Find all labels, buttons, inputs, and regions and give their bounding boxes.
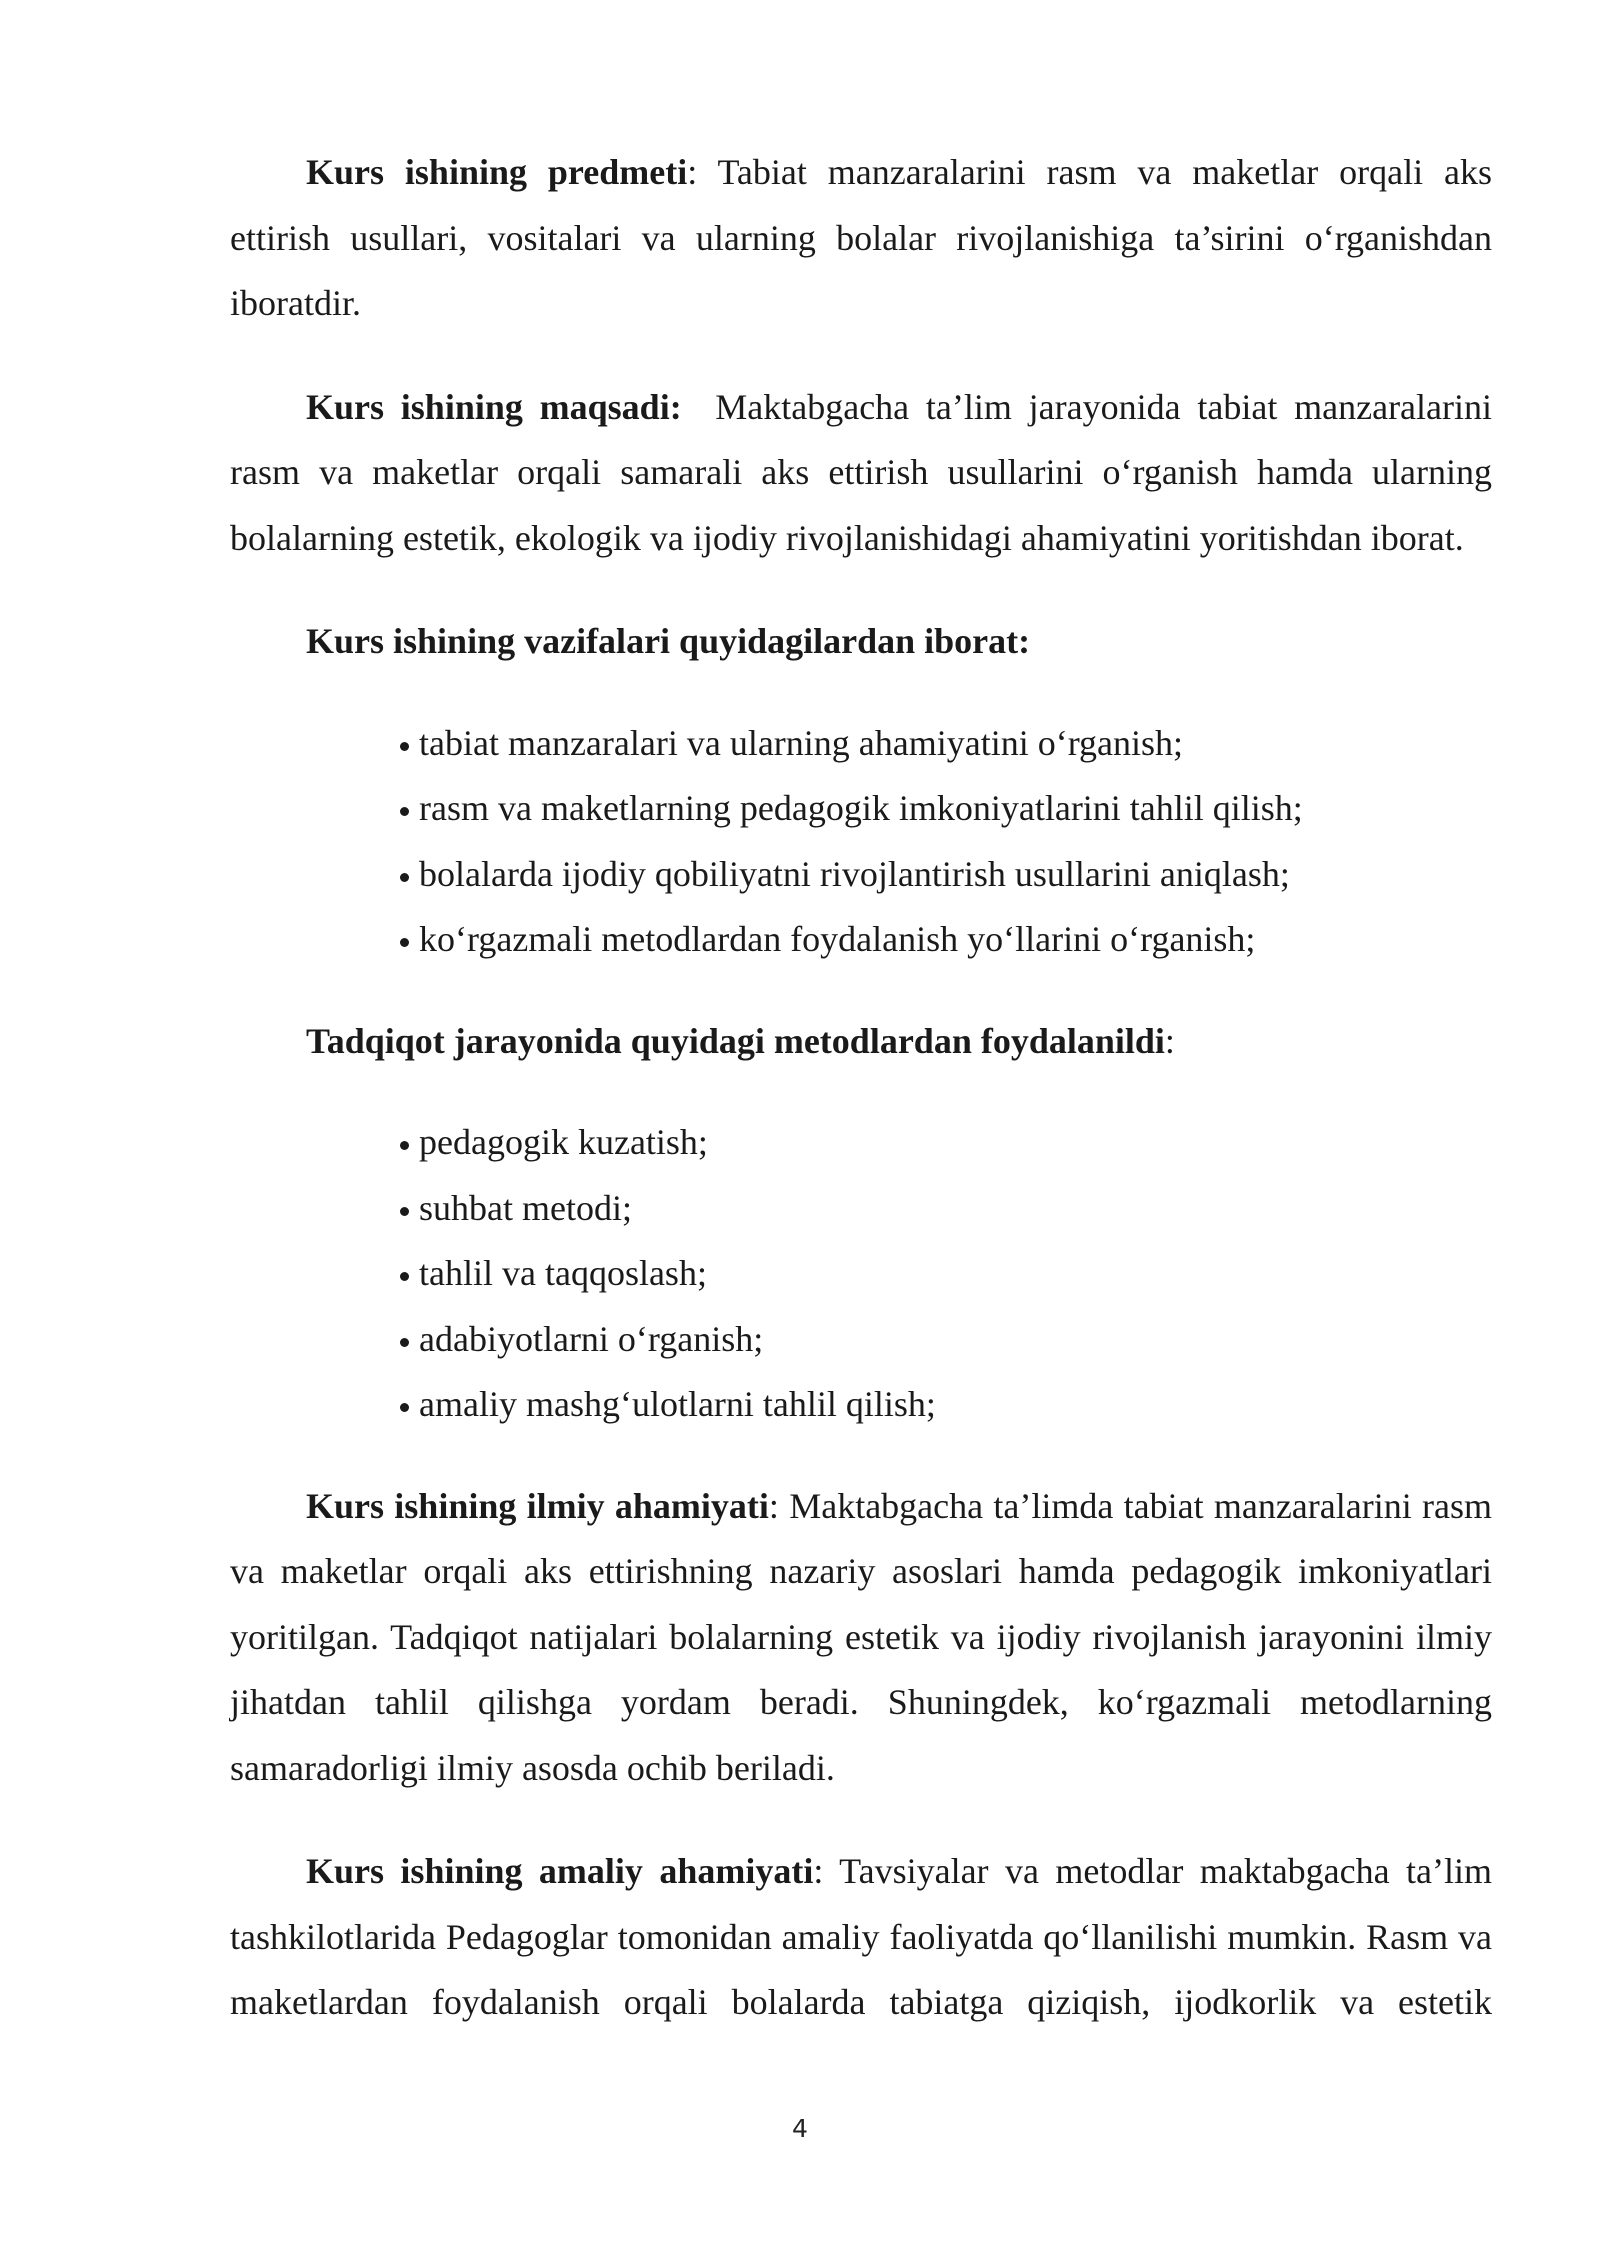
heading-vazifalar bbox=[230, 609, 1492, 675]
separator: : bbox=[687, 152, 718, 192]
paragraph-predmet bbox=[230, 140, 1492, 337]
separator: : bbox=[768, 1485, 790, 1526]
list-item: ko‘rgazmali metodlardan foydalanish yo‘llarini o‘rganish; bbox=[400, 907, 1492, 973]
paragraph-amaliy bbox=[230, 1839, 1492, 2036]
list-item: suhbat metodi; bbox=[400, 1176, 1492, 1242]
paragraph-maqsad bbox=[230, 375, 1502, 572]
list-item: tabiat manzaralari va ularning ahamiyatini o‘rganish; bbox=[400, 711, 1492, 777]
list-item: amaliy mashg‘ulotlarni tahlil qilish; bbox=[400, 1372, 1492, 1438]
paragraph-text: Tavsiyalar va metodlar maktabgacha ta’lim tashkilotlarida Pedagoglar tomonidan amaliy faoliyatda qo‘llanilishi mumkin. Rasm va maketlardan foydalanish orqali bolalarda tabiatga qiziqish, ijodkorlik va estetik bbox=[230, 1851, 1493, 2022]
list-item: pedagogik kuzatish; bbox=[400, 1110, 1492, 1176]
term-ilmiy: Kurs ishining ilmiy ahamiyati bbox=[306, 1485, 769, 1526]
heading-text: Tadqiqot jarayonida quyidagi metodlardan foydalanildi bbox=[306, 1020, 1165, 1061]
heading-text: Kurs ishining vazifalari quyidagilardan iborat: bbox=[306, 621, 1031, 661]
list-metodlar bbox=[230, 1110, 1492, 1438]
page-number: 4 bbox=[792, 2114, 808, 2143]
list-item: adabiyotlarni o‘rganish; bbox=[400, 1307, 1492, 1373]
heading-metodlar bbox=[230, 1009, 1492, 1075]
separator: : bbox=[813, 1851, 840, 1891]
list-item: tahlil va taqqoslash; bbox=[400, 1241, 1492, 1307]
paragraph-text: Tabiat manzaralarini rasm va maketlar orqali aks ettirish usullari, vositalari va ularning bolalar rivojlanishiga ta’sirini o‘rganishdan iboratdir. bbox=[230, 152, 1492, 323]
heading-colon: : bbox=[1164, 1020, 1175, 1061]
list-vazifalar bbox=[230, 711, 1492, 973]
separator bbox=[682, 387, 716, 427]
term-maqsad: Kurs ishining maqsadi: bbox=[306, 386, 682, 427]
term-amaliy: Kurs ishining amaliy ahamiyati bbox=[306, 1851, 814, 1891]
paragraph-ilmiy bbox=[230, 1474, 1492, 1802]
list-item: bolalarda ijodiy qobiliyatni rivojlantirish usullarini aniqlash; bbox=[400, 842, 1492, 908]
term-predmet: Kurs ishining predmeti bbox=[306, 152, 688, 192]
list-item: rasm va maketlarning pedagogik imkoniyatlarini tahlil qilish; bbox=[400, 776, 1492, 842]
paragraph-text: Maktabgacha ta’lim jarayonida tabiat manzaralarini rasm va maketlar orqali samarali aks ettirish usullarini o‘rganish hamda ularning bolalarning estetik, ekologik va ijodiy rivojlanishidagi ahamiyatini yoritishdan iborat. bbox=[230, 386, 1502, 558]
paragraph-text: Maktabgacha ta’limda tabiat manzaralarini rasm va maketlar orqali aks ettirishning nazariy asoslari hamda pedagogik imkoniyatlari yoritilgan. Tadqiqot natijalari bolalarning estetik va ijodiy rivojlanish jarayonini ilmiy jihatdan tahlil qilishga yordam beradi. Shuningdek, ko‘rgazmali metodlarning samaradorligi ilmiy asosda ochib beriladi. bbox=[230, 1485, 1492, 1788]
document-page bbox=[230, 140, 1502, 2074]
